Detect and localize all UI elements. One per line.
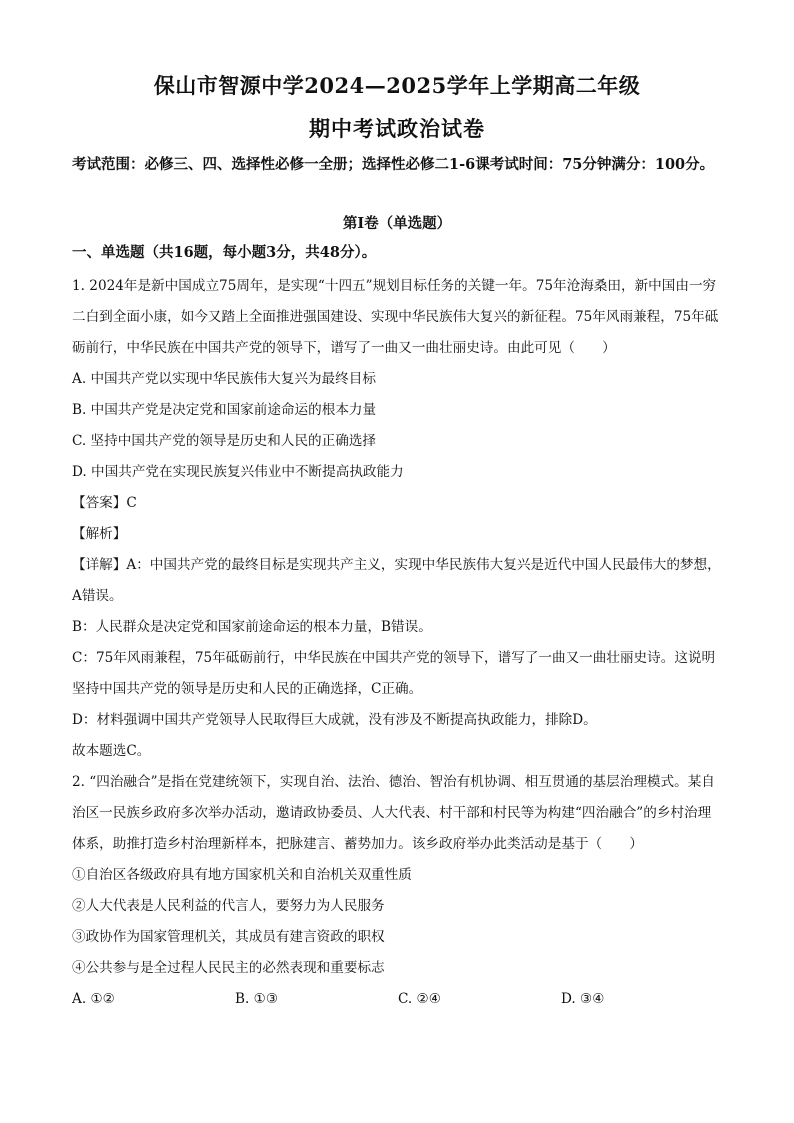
- q1-detail-a: 【详解】A：中国共产党的最终目标是实现共产主义，实现中华民族伟大复兴是近代中国人民最伟大的梦想，A错误。: [72, 557, 721, 604]
- q1-option-b: B. 中国共产党是决定党和国家前途命运的根本力量: [72, 402, 377, 418]
- q2-statement-3: ③政协作为国家管理机关，其成员有建言资政的职权: [72, 929, 385, 945]
- q1-conclusion: 故本题选C。: [72, 743, 151, 759]
- q2-stem: 2. “四治融合”是指在党建统领下，实现自治、法治、德治、智治有机协调、相互贯通的基层治理模式。某自治区一民族乡政府多次举办活动，邀请政协委员、人大代表、村干部和村民等为构建“四治融合”的乡村治理体系，助推打造乡村治理新样本，把脉建言、蓄势加力。该乡政府举办此类活动是基于（ ）: [72, 774, 715, 852]
- q2-choice-d: D. ③④: [561, 991, 605, 1007]
- q1-detail-d: D：材料强调中国共产党领导人民取得巨大成就，没有涉及不断提高执政能力，排除D。: [72, 712, 597, 728]
- q2-choice-c: C. ②④: [398, 991, 441, 1007]
- q2-choice-b: B. ①③: [235, 991, 279, 1007]
- exam-title: 保山市智源中学2024—2025学年上学期高二年级: [153, 73, 641, 98]
- q2-statement-2: ②人大代表是人民利益的代言人，要努力为人民服务: [72, 898, 385, 914]
- q1-option-a: A. 中国共产党以实现中华民族伟大复兴为最终目标: [72, 371, 376, 387]
- q1-option-c: C. 坚持中国共产党的领导是历史和人民的正确选择: [72, 433, 377, 449]
- section-heading: 一、单选题（共16题，每小题3分，共48分）。: [72, 244, 377, 261]
- q1-analysis-label: 【解析】: [72, 526, 127, 542]
- volume-heading: 第Ⅰ卷（单选题）: [342, 215, 452, 232]
- q1-stem: 1. 2024年是新中国成立75周年，是实现“十四五”规划目标任务的关键一年。75年沧海桑田，新中国由一穷二白到全面小康，如今又踏上全面推进强国建设、实现中华民族伟大复兴的新征程。75年风雨兼程，75年砥砺前行，中华民族在中国共产党的领导下，谱写了一曲又一曲壮丽史诗。由此可见（ ）: [72, 278, 719, 356]
- exam-scope: 考试范围：必修三、四、选择性必修一全册；选择性必修二1-6课考试时间：75分钟满分：100分。: [72, 156, 715, 173]
- q1-detail-c: C：75年风雨兼程，75年砥砺前行，中华民族在中国共产党的领导下，谱写了一曲又一曲壮丽史诗。这说明坚持中国共产党的领导是历史和人民的正确选择，C正确。: [72, 650, 716, 697]
- q1-answer: 【答案】C: [72, 495, 137, 511]
- q2-choice-a: A. ①②: [72, 991, 115, 1007]
- question-body: [72, 271, 724, 1015]
- q2-statement-1: ①自治区各级政府具有地方国家机关和自治机关双重性质: [72, 867, 412, 883]
- q1-option-d: D. 中国共产党在实现民族复兴伟业中不断提高执政能力: [72, 464, 404, 480]
- exam-subtitle: 期中考试政治试卷: [309, 116, 485, 141]
- q2-statement-4: ④公共参与是全过程人民民主的必然表现和重要标志: [72, 960, 385, 976]
- q1-detail-b: B：人民群众是决定党和国家前途命运的根本力量，B错误。: [72, 619, 432, 635]
- q2-choices: [72, 984, 724, 1015]
